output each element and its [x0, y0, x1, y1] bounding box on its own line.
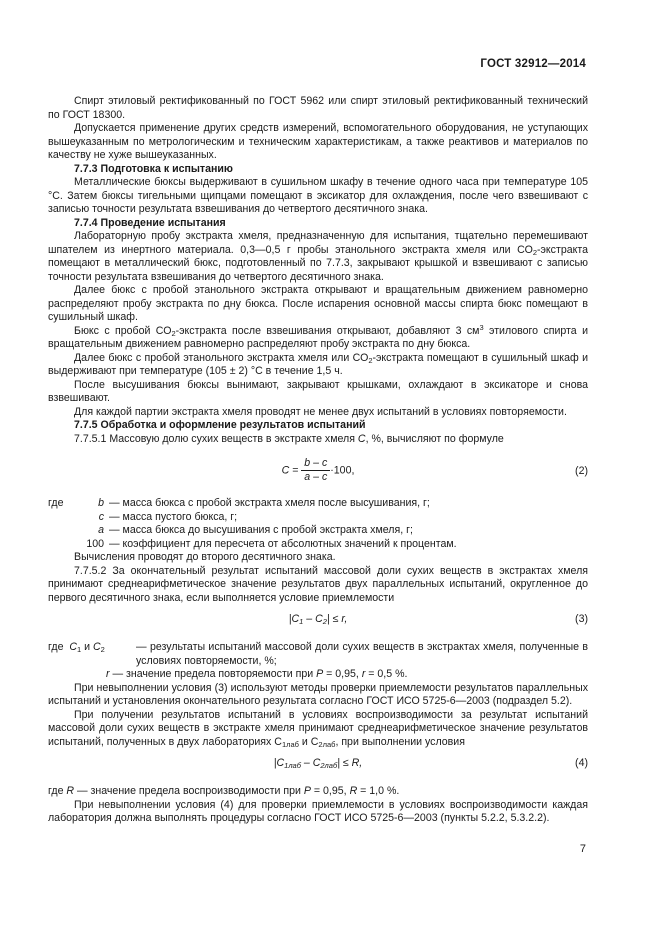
paragraph: После высушивания бюксы вынимают, закрывают крышками, охлаждают в эксикаторе и снова взвешивают. [48, 378, 588, 404]
paragraph: Спирт этиловый ректификованный по ГОСТ 5962 или спирт этиловый ректификованный технический по ГОСТ 18300. [48, 95, 588, 121]
paragraph: При невыполнении условия (4) для проверки приемлемости в условиях воспроизводимости каждая лаборатория должна выполнять процедуры согласно ГОСТ ИСО 5725-6—2003 (пункты 5.2.2, 5.3.2.2). [48, 798, 588, 824]
standard-header: ГОСТ 32912—2014 [480, 58, 586, 70]
formula-4-definition: где R — значение предела воспроизводимости при P = 0,95, R = 1,0 %. [48, 785, 400, 797]
paragraph: 7.7.5.2 За окончательный результат испытаний массовой доли сухих веществ в экстрактах хмеля принимают среднеарифметическое значение результатов двух параллельных испытаний, округленное до первого десятичного знака, если выполняется условие приемлемости [48, 564, 588, 604]
formula-4: $|C_{1лаб} - C_{2лаб}| \le R$, (4) [273, 757, 588, 770]
formula-number: (4) [575, 757, 588, 769]
paragraph: При получении результатов испытаний в условиях воспроизводимости за результат испытаний массовой доли сухих веществ в экстракте хмеля принимают среднеарифметическое значение результатов испытаний, полученных в двух лабораториях $С_{1лаб}$ и $С_{2лаб}$, при выполнении условия [48, 708, 588, 749]
paragraph: Бюкс с пробой $СО_2$-экстракта после взвешивания открывают, добавляют 3 $см^3$ этилового спирта и вращательным движением равномерно распределяют пробу экстракта по дну бюкса. [48, 322, 588, 350]
paragraph: При невыполнении условия (3) используют методы проверки приемлемости результатов параллельных испытаний и установления окончательного результата согласно ГОСТ ИСО 5725-6—2003 (подраздел 5.2). [48, 681, 588, 707]
formula-2-definitions: где b — масса бюкса с пробой экстракта хмеля после высушивания, г; c — масса пустого бюкса, г; a — масса бюкса до высушивания с пробой экстракта хмеля, г; 100 — коэффициент для пересчета от абсолютных значений к процентам. [48, 497, 457, 550]
formula-numerator: b – c [301, 457, 330, 471]
paragraph: Вычисления проводят до второго десятичного знака. [74, 551, 336, 563]
section-heading-7-7-4: 7.7.4 Проведение испытания [74, 216, 226, 229]
formula-denominator: a – c [304, 471, 328, 483]
formula-2: C = $\frac{b - c}{a - c}$ ·100, (2) [281, 457, 588, 483]
formula-number: (2) [575, 465, 588, 477]
formula-number: (3) [575, 613, 588, 625]
section-heading-7-7-5: 7.7.5 Обработка и оформление результатов испытаний [74, 419, 366, 431]
formula-3-definitions: где $C_1$ и $C_2$ — результаты испытаний массовой доли сухих веществ в экстрактах хмеля, полученные в условиях повторяемости, %; r — значение предела повторяемости при P = 0,95, r = 0,5 %. [48, 641, 588, 680]
page-number: 7 [579, 843, 586, 855]
paragraph: 7.7.5.1 Массовую долю сухих веществ в экстракте хмеля С, %, вычисляют по формуле [74, 432, 504, 445]
formula-3: $|C_1 - C_2| \le r$, (3) [288, 613, 588, 626]
paragraph: Далее бюкс с пробой этанольного экстракта открывают и вращательным движением равномерно распределяют пробу экстракта по дну бюкса. После испарения основной массы спирта бюкс помещают в сушильный шкаф. [48, 284, 588, 323]
paragraph: Допускается применение других средств измерений, вспомогательного оборудования, не уступающих вышеуказанным по метрологическим и техническим характеристикам, а также реактивов и материалов по качеству не хуже вышеуказанных. [48, 122, 588, 161]
paragraph: Металлические бюксы выдерживают в сушильном шкафу в течение одного часа при температуре 105 °С. Затем бюксы тигельными щипцами помещают в эксикатор для охлаждения, после чего взвешивают с записью точности результата взвешивания до четвертого десятичного знака. [48, 176, 588, 215]
paragraph: Для каждой партии экстракта хмеля проводят не менее двух испытаний в условиях повторяемости. [74, 405, 567, 418]
paragraph: Далее бюкс с пробой этанольного экстракта хмеля или $СО_2$-экстракта помещают в сушильный шкаф и выдерживают при температуре (105 ± 2) °С в течение 1,5 ч. [48, 351, 588, 377]
document-body [48, 95, 588, 826]
paragraph: Лабораторную пробу экстракта хмеля, предназначенную для испытания, тщательно перемешивают шпателем из инертного материала. 0,3—0,5 г пробы этанольного экстракта хмеля или $СО_2$-экстракта помещают в металлический бюкс, подготовленный по 7.7.3, закрывают крышкой и взвешивают с записью точности результата взвешивания до четвертого десятичного знака. [48, 230, 588, 283]
section-heading-7-7-3: 7.7.3 Подготовка к испытанию [74, 162, 233, 175]
